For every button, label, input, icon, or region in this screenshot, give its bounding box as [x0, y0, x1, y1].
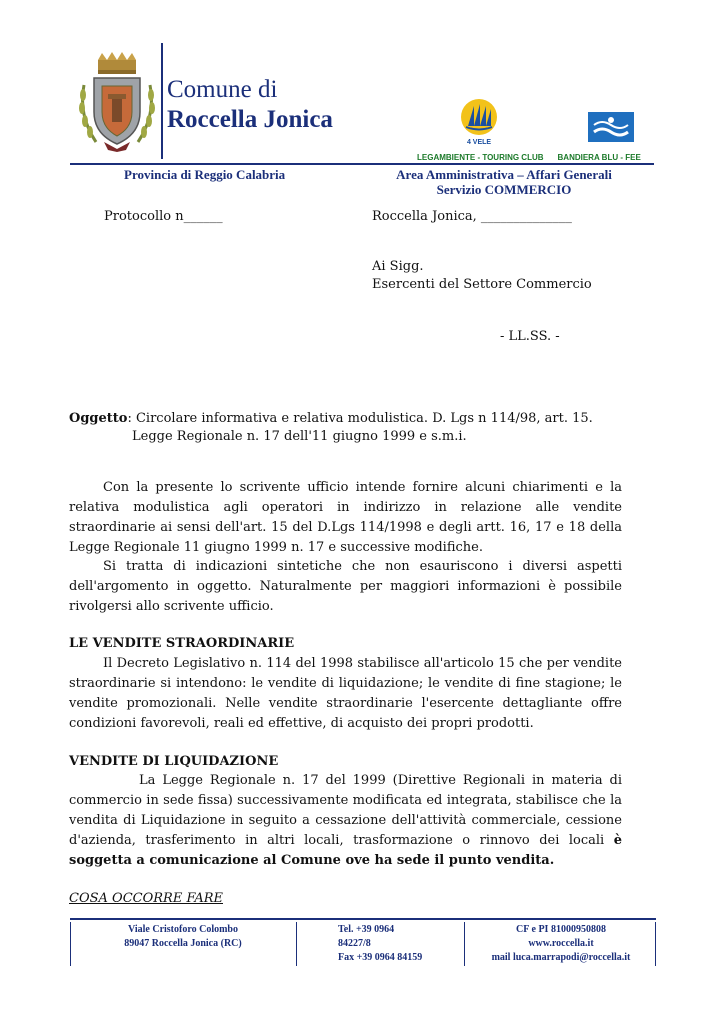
paragraph-vendite-liquidazione — [69, 771, 622, 871]
footer-divider-right — [655, 922, 656, 966]
header-rule — [70, 163, 654, 165]
partner-label-legambiente: LEGAMBIENTE - TOURING CLUB — [417, 153, 544, 162]
footer-fax-line: Fax +39 0964 84159 — [338, 952, 423, 963]
footer-address-line1: Viale Cristoforo Colombo — [128, 924, 238, 935]
paragraph-liquidazione-bold: è soggetta a comunicazione al Comune ove ha sede il punto vendita. — [69, 833, 622, 868]
footer-address — [70, 923, 296, 951]
addressee-line1: Ai Sigg. — [372, 259, 424, 274]
footer-address-line2: 89047 Roccella Jonica (RC) — [124, 938, 242, 949]
coat-of-arms-logo — [74, 50, 160, 152]
protocol-number: Protocollo n______ — [104, 209, 223, 224]
partner-label-bandiera-blu: BANDIERA BLU - FEE — [557, 153, 641, 162]
department-line1: Area Amministrativa – Affari Generali — [396, 167, 612, 182]
paragraph-vendite-straordinarie: Il Decreto Legislativo n. 114 del 1998 stabilisce all'articolo 15 che per vendite straordinarie si intendono: le vendite di liquidazione; le vendite di fine stagione; le vendite promozionali. Nelle vendite straordinarie l'esercente dettagliante offre condizioni favorevoli, reali ed effettive, di acquisto dei propri prodotti. — [69, 656, 622, 731]
department-line2: Servizio COMMERCIO — [436, 182, 572, 197]
footer-email: mail luca.marrapodi@roccella.it — [491, 952, 631, 963]
subject-line1 — [69, 409, 593, 429]
paragraph-liquidazione-text: La Legge Regionale n. 17 del 1999 (Direttive Regionali in materia di commercio in sede fissa) successivamente modificata ed integrata, stabilisce che la vendita di Liquidazione in seguito a cessazione dell'attività commerciale, cessione d'azienda, trasferimento in altri locali, trasformazione o rinnovo dei locali — [69, 773, 622, 848]
partner-labels — [417, 153, 655, 162]
blue-flag-logo — [588, 112, 634, 142]
footer — [70, 918, 656, 966]
subject-text: : Circolare informativa e relativa modulistica. D. Lgs n 114/98, art. 15. — [127, 411, 593, 426]
province-label: Provincia di Reggio Calabria — [124, 167, 286, 182]
four-sails-label: 4 VELE — [466, 139, 492, 146]
town-name-line2: Roccella Jonica — [167, 106, 333, 133]
footer-tel-line2: 84227/8 — [338, 938, 371, 949]
addressee-line2: Esercenti del Settore Commercio — [372, 277, 592, 292]
footer-phone — [338, 923, 464, 965]
place-and-date: Roccella Jonica, ______________ — [372, 209, 572, 224]
department-label — [384, 167, 624, 197]
footer-divider-2 — [464, 922, 465, 966]
footer-contacts — [466, 923, 656, 965]
addressee-llss: - LL.SS. - — [500, 329, 560, 344]
heading-vendite-liquidazione: VENDITE DI LIQUIDAZIONE — [69, 754, 279, 769]
footer-website: www.roccella.it — [528, 938, 594, 949]
header-vertical-divider — [161, 43, 163, 159]
footer-tel-line1: Tel. +39 0964 — [338, 924, 395, 935]
subject-line2: Legge Regionale n. 17 dell'11 giugno 1999 e s.m.i. — [132, 429, 467, 444]
paragraph-note: Si tratta di indicazioni sintetiche che non esauriscono i diversi aspetti dell'argomento in oggetto. Naturalmente per maggiori informazioni è possibile rivolgersi allo scrivente ufficio. — [69, 559, 622, 614]
heading-vendite-straordinarie: LE VENDITE STRAORDINARIE — [69, 636, 295, 651]
footer-tax-code: CF e PI 81000950808 — [516, 924, 606, 935]
heading-cosa-occorre-fare: COSA OCCORRE FARE — [69, 891, 223, 906]
four-sails-logo — [460, 98, 498, 146]
paragraph-intro: Con la presente lo scrivente ufficio intende fornire alcuni chiarimenti e la relativa modulistica agli operatori in indirizzo in relazione alle vendite straordinarie ai sensi dell'art. 15 del D.Lgs 114/1998 e degli artt. 16, 17 e 18 della Legge Regionale 11 giugno 1999 n. 17 e successive modifiche. — [69, 480, 622, 555]
town-name-line1: Comune di — [167, 76, 278, 103]
subject-label: Oggetto — [69, 411, 128, 426]
footer-divider-1 — [296, 922, 297, 966]
